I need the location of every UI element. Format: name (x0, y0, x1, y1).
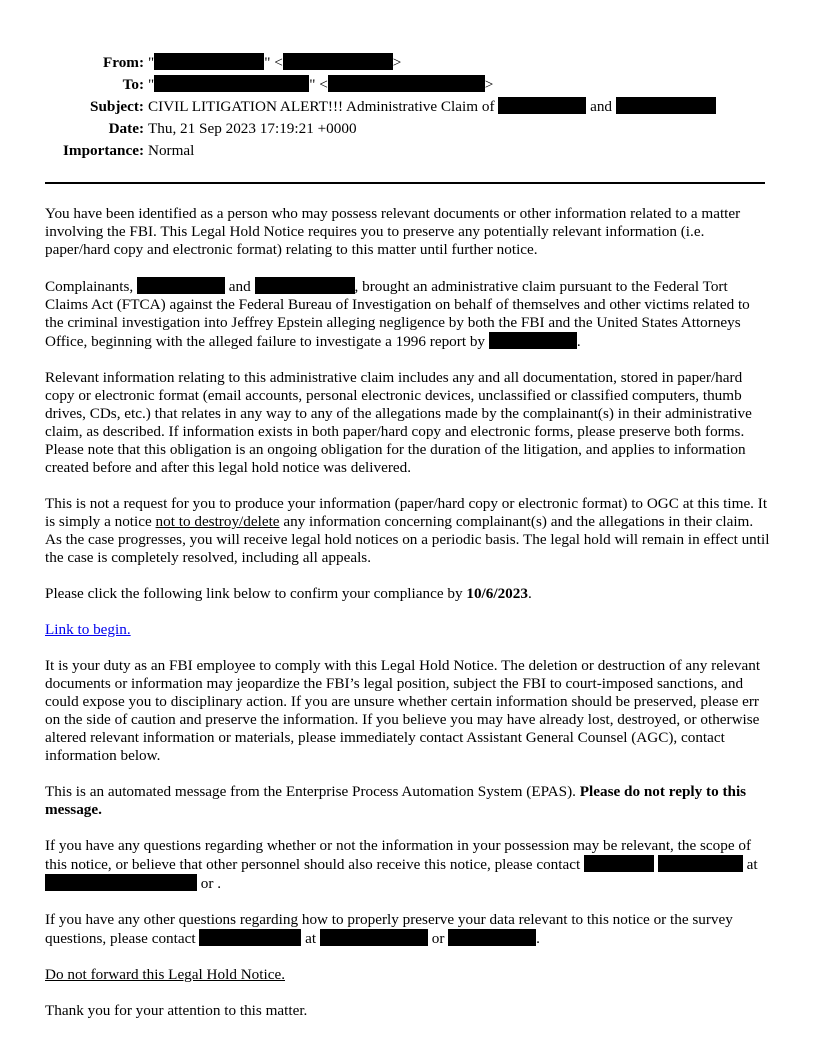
subject-text: CIVIL LITIGATION ALERT!!! Administrative Claim of (148, 98, 495, 115)
to-row (0, 74, 816, 96)
paragraph-intro: You have been identified as a person who may possess relevant documents or other information related to a matter involving the FBI. This Legal Hold Notice requires you to preserve any potentially relevant information (i.e. paper/hard copy and electronic format) relating to this matter until further notice. (45, 205, 741, 258)
redacted-block (616, 97, 716, 114)
text-span: This is not a request for you to produce your information (paper/hard copy or electronic format) to OGC at this time. It is simply a notice (45, 495, 768, 530)
quote-mark: " (264, 54, 271, 71)
date-row (0, 118, 816, 140)
text-span: Please click the following link below to confirm your compliance by (45, 585, 463, 602)
paragraph-questions (45, 837, 771, 893)
from-label: From: (102, 54, 144, 71)
paragraph-not-request (45, 495, 771, 567)
importance-row (0, 140, 816, 162)
redacted-block (584, 855, 654, 872)
text-span: or . (200, 875, 222, 892)
text-span: and (228, 278, 251, 295)
email-body (45, 205, 771, 1038)
text-span: This is an automated message from the Enterprise Process Automation System (EPAS). (45, 783, 576, 800)
subject-and: and (590, 98, 613, 115)
text-span: at (305, 930, 317, 947)
underlined-text: Do not forward this Legal Hold Notice. (45, 966, 285, 983)
redacted-block (199, 929, 301, 946)
importance-value: Normal (148, 142, 195, 159)
redacted-block (255, 277, 355, 294)
redacted-block (448, 929, 536, 946)
paragraph-link (45, 621, 771, 639)
subject-row (0, 96, 816, 118)
text-span: or (431, 930, 445, 947)
paragraph-duty: It is your duty as an FBI employee to comply with this Legal Hold Notice. The deletion or destruction of any relevant documents or information may jeopardize the FBI’s legal position, subject the FBI to court-imposed sanctions, and could expose you to disciplinary action. If you are unsure whether certain information should be preserved, please err on the side of caution and preserve the information. If you believe you may have already lost, destroyed, or otherwise altered relevant information or materials, please immediately contact Assistant General Counsel (AGC), contact information below. (45, 657, 761, 764)
to-label: To: (122, 76, 144, 93)
quote-mark: " (309, 76, 316, 93)
email-header (0, 52, 816, 162)
paragraph-do-not-forward (45, 966, 771, 984)
paragraph-complainants (45, 277, 771, 351)
redacted-block (45, 874, 197, 891)
paragraph-relevant-info: Relevant information relating to this administrative claim includes any and all documentation, stored in paper/hard copy or electronic format (email accounts, personal electronic devices, unclassified or classified computers, thumb drives, CDs, etc.) that relates in any way to any of the allegations made by the complainant(s) in their administrative claim, as described. If information exists in both paper/hard copy and electronic forms, please preserve both forms. Please note that this obligation is an ongoing obligation for the duration of the litigation, and applies to information created before and after this legal hold notice was delivered. (45, 369, 752, 476)
text-span: If you have any other questions regarding how to properly preserve your data relevant to this notice or the survey questions, please contact (45, 911, 733, 947)
to-value (148, 74, 493, 96)
angle-close: > (484, 76, 494, 93)
quote-mark: " (148, 76, 155, 93)
paragraph-thanks: Thank you for your attention to this matter. (45, 1002, 308, 1019)
text-span: . (576, 333, 581, 350)
text-span: any information concerning complainant(s) and the allegations in their claim. As the case progresses, you will receive legal hold notices on a periodic basis. The legal hold will remain in effect until the case is completely resolved, including all appeals. (45, 513, 770, 566)
date-label: Date: (108, 120, 144, 137)
angle-open: < (319, 76, 328, 93)
redacted-block (154, 53, 264, 70)
text-span: at (746, 856, 758, 873)
text-span: If you have any questions regarding whether or not the information in your possession may be relevant, the scope of this notice, or believe that other personnel should also receive this notice, please contact (45, 837, 752, 873)
deadline-date: 10/6/2023 (466, 585, 528, 602)
paragraph-confirm (45, 585, 771, 603)
text-span: Complainants, (45, 278, 134, 295)
date-value: Thu, 21 Sep 2023 17:19:21 +0000 (148, 120, 357, 137)
redacted-block (489, 332, 577, 349)
link-to-begin[interactable]: Link to begin. (45, 621, 131, 638)
redacted-block (154, 75, 309, 92)
redacted-block (658, 855, 743, 872)
redacted-block (137, 277, 225, 294)
header-divider (45, 182, 765, 184)
subject-label: Subject: (90, 98, 144, 115)
text-span: . (536, 930, 540, 947)
bold-text: Please do not reply to this message. (45, 783, 747, 818)
angle-open: < (274, 54, 283, 71)
redacted-block (328, 75, 485, 92)
paragraph-automated (45, 783, 771, 819)
paragraph-other-questions (45, 911, 771, 948)
from-row (0, 52, 816, 74)
text-span: . (527, 585, 532, 602)
subject-value (148, 96, 716, 118)
redacted-block (320, 929, 428, 946)
underlined-text: not to destroy/delete (155, 513, 280, 530)
redacted-block (498, 97, 586, 114)
quote-mark: " (148, 54, 155, 71)
angle-close: > (392, 54, 402, 71)
importance-label: Importance: (63, 142, 144, 159)
text-span: , brought an administrative claim pursuant to the Federal Tort Claims Act (FTCA) against the Federal Bureau of Investigation on behalf of themselves and other victims related to the criminal investigation into Jeffrey Epstein alleging negligence by both the FBI and the United States Attorneys Office, beginning with the alleged failure to investigate a 1996 report by (45, 278, 750, 350)
redacted-block (283, 53, 393, 70)
from-value (148, 52, 401, 74)
